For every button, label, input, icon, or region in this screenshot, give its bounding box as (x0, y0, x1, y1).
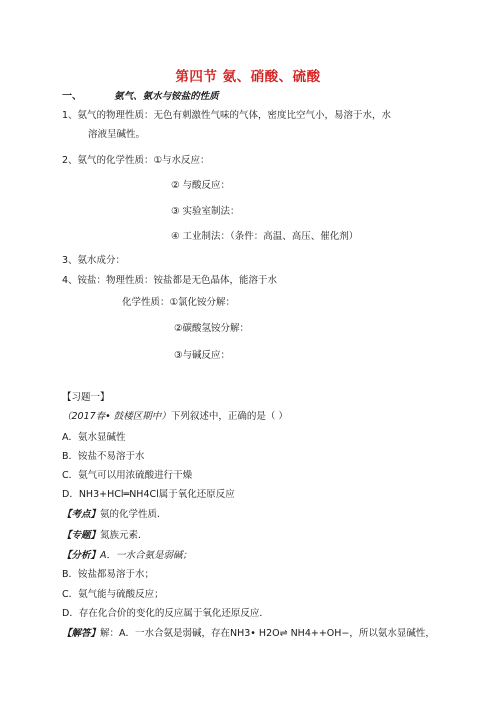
exercise-source: （2017春• 鼓楼区期中） (62, 411, 171, 422)
jieda-text: 解：A．一水合氨是弱碱，存在NH3• H2O⇌ NH4++OH−，所以氨水显碱性， (100, 628, 435, 639)
analysis-b: B．铵盐都易溶于水； (62, 569, 155, 580)
kaodian-label: 【考点】 (62, 509, 101, 520)
fenxi-text: A．一水合氨是弱碱； (100, 550, 193, 561)
item-4-chemical: 化学性质：①氯化铵分解： (122, 297, 236, 308)
section-title: 氨气、氨水与铵盐的性质 (114, 91, 219, 102)
item-4-base: ③与碱反应： (174, 350, 231, 361)
item-4-bicarbonate: ②碳酸氢铵分解： (174, 323, 250, 334)
exercise-question-text: 下列叙述中，正确的是（ ） (170, 411, 288, 422)
item-1-line-1: 1、氨气的物理性质：无色有刺激性气味的气体，密度比空气小，易溶于水，水 (62, 110, 392, 121)
option-d: D．NH3+HCl═NH4Cl属于氧化还原反应 (62, 489, 235, 500)
kaodian-row (62, 509, 167, 521)
kaodian-text: 氨的化学性质． (100, 509, 167, 520)
option-b: B．铵盐不易溶于水 (62, 451, 145, 462)
item-2-lab-prep: ③ 实验室制法： (171, 206, 240, 217)
item-4: 4、铵盐：物理性质：铵盐都是无色晶体，能溶于水 (62, 275, 278, 286)
zhuanti-row (62, 530, 148, 542)
jieda-label: 【解答】 (62, 628, 101, 639)
zhuanti-text: 氮族元素． (100, 530, 148, 541)
exercise-question (62, 411, 288, 423)
exercise-header: 【习题一】 (62, 392, 110, 403)
jieda-row (62, 628, 435, 640)
fenxi-label: 【分析】 (62, 550, 101, 561)
option-a: A．氨水显碱性 (62, 432, 126, 443)
fenxi-row (62, 550, 192, 562)
section-heading (62, 91, 219, 103)
item-1-line-2: 溶液呈碱性。 (88, 129, 146, 140)
item-3: 3、氨水成分： (62, 255, 126, 266)
item-2-industrial: ④ 工业制法：（条件：高温、高压、催化剂） (171, 231, 359, 242)
analysis-d: D．存在化合价的变化的反应属于氧化还原反应． (62, 608, 269, 619)
analysis-c: C．氨气能与硫酸反应； (62, 589, 164, 600)
section-number: 一、 (62, 91, 82, 102)
item-2-acid: ② 与酸反应： (171, 180, 231, 191)
item-2: 2、氨气的化学性质：①与水反应： (62, 155, 210, 166)
option-c: C．氨气可以用浓硫酸进行干燥 (62, 470, 193, 481)
zhuanti-label: 【专题】 (62, 530, 101, 541)
page-title: 第四节 氨、硝酸、硫酸 (175, 69, 321, 85)
